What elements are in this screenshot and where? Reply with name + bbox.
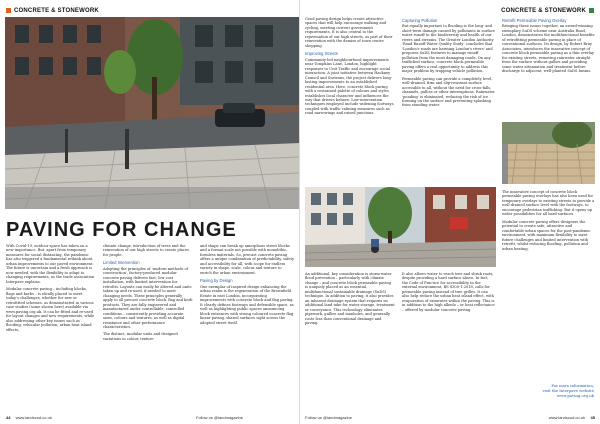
right-bottom-column-2 [402, 272, 495, 315]
section-tag: CONCRETE & STONEWORK [6, 8, 99, 14]
right-column-1 [305, 17, 395, 119]
body-paragraph: Community-led neighbourhood improvements near Tompkins Lane, London, highlight responses to Unit Traffic and encourage social interaction. A joint initiative between Hackney Council and Sustrans, the project delivers long-lasting improvements to an established residential area. Here, concrete block paving with a restrained palette of colours and styles establishes local character and influences the way that drivers behave. Low-intervention techniques employed include widening footways, coupled with traffic calming measures such as road narrowings and raised junctions. [305, 57, 395, 116]
subheading: Improving Streets [305, 51, 338, 57]
tag-square-icon [589, 8, 594, 13]
left-column-1 [6, 244, 96, 335]
paving-image [502, 122, 595, 184]
body-paragraph: But equally important to flooding is the long- and short-term damage caused by pollutants in surface water runoff to the biodiversity and health of our rivers and streams. The Greater London Authority 'Road Runoff Water Quality Study' concludes that 'London's roads are harming London's rivers' and proposes SuDS features to manage runoff pollution from the most damaging roads. On any trafficked surface, concrete block permeable paving offers a real opportunity to address this major problem by trapping vehicle pollution. [402, 24, 495, 74]
right-page [300, 0, 600, 424]
right-column-3 [502, 17, 595, 77]
subheading: Paving by Design [200, 278, 233, 284]
subheading: Limited Intervention [103, 260, 140, 266]
body-paragraph: Bringing these issues together, an award-winning exemplary SuDS scheme near Australia Road, London, demonstrates the multifunctional benefits of retrofitting permeable paving in place of conventional surfaces. Its design, by Robert Bray Associates, introduces the innovative concept of concrete block permeable paving as a thin overlay for existing streets, removing rainwater straight from the surface without gullies and providing some water attenuation and treatment before discharge to adjacent, well-planted SuDS basins. [502, 24, 595, 74]
left-column-3 [200, 244, 294, 328]
page-footer: 44 www.landscud.co.uk Follow us @landmagazine [6, 415, 243, 420]
body-paragraph: Permeable paving can provide a completely level, well-drained, firm and slip-resistant surface accessible to all, without the need for cross-falls, channels, gullies or other interruptions. Rainwater 'ponding' is eliminated, reducing the risk of ice forming on the surface and preventing splashing from standing water. [402, 76, 495, 108]
body-paragraph: Modular concrete paving offers designers the potential to create safe, attractive and comfortable urban spaces for the post-pandemic environment, with maximum flexibility to meet future challenges and limited intervention with retrofit, whilst reducing flooding, pollution and urban heating. [502, 219, 591, 251]
right-column-3-continued [502, 190, 595, 254]
more-info: For more information, visit the Interpave website www.paving.org.uk [542, 383, 594, 398]
section-tag: CONCRETE & STONEWORK [501, 8, 594, 14]
website-link[interactable]: www.paving.org.uk [556, 392, 594, 398]
hero-photo [5, 17, 300, 209]
body-paragraph: The innovative concept of concrete block permeable paving overlays has also been used for temporary overlays to existing streets to provide a well-drained surface level with the footways, to encourage pedestrian trafficking. But it opens up wider possibilities for all hard-surfaces. [502, 190, 595, 217]
body-paragraph: It also allows water to reach tree and shrub roots, despite providing a hard surface above. In fact, the Code of Practice for accessibility in the external environment, BS 8300-1:2018, calls for permeable paving instead of tree grilles. It can also help reduce the urban heat island effect, with evaporation of rainwater within the paving. This is in addition to the high albedo – or heat reflectance – offered by modular concrete paving. [402, 272, 495, 312]
right-bottom-column-1 [305, 272, 395, 329]
body-paragraph: Adopting the principles of 'modern methods of construction', factory-produced modular concrete paving delivers fast, low cost installation, with limited intervention for retrofits. Layouts can easily be altered and units taken up and re-used, if needed to meet changing needs. These principles generally apply to all precast concrete block, flag and kerb products. They are fully engineered and manufactured under controllable, controlled conditions – consistently providing accurate sizes, colours and textures, as well as digital resistance and other performance characteristics. [103, 266, 193, 329]
street-scene-image [5, 17, 300, 209]
subheading: Capturing Pollution [402, 18, 438, 23]
street-image [305, 187, 496, 267]
subheading: Retrofit Permeable Paving Overlay [502, 18, 567, 23]
body-paragraph: The distinct, modular units and designed variations in colour, texture [103, 332, 178, 341]
body-paragraph: and shape can break up amorphous street blocks and a format scale not possible with monolithic, formless materials. So, precast concrete paving offers a unique combination of predictability, safety and accessibility for all, with scope for endless variety in shape, scale, colour and texture to enrich the urban environment. [200, 244, 294, 275]
page-title: PAVING FOR CHANGE [6, 219, 237, 241]
body-paragraph: Modular concrete paving – including blocks, flags and kerbs – is ideally placed to meet today's challenges, whether for new or retrofitted schemes, as demonstrated in various case studies (some shown here) available via www.paving.org.uk. It can be fitted and re-used for layout changes and new requirements, while also addressing other key issues such as flooding, vehicular pollution, urban heat island effects, [6, 287, 95, 332]
left-column-2 [103, 244, 193, 344]
body-paragraph: An additional, key consideration is storm-water flood prevention – particularly with climate change – and concrete block permeable paving is uniquely placed as an essential, multifunctional sustainable drainage (SuDS) technique. In addition to paving, it also provides an inherent drainage system that requires no additional land take for water storage, treatment or conveyance. This technology eliminates pipework, gullies and manholes, and generally costs less than conventional drainage and paving. [305, 272, 395, 326]
body-paragraph: climate change, introduction of trees and the reinvention of our high streets to create places for people. [103, 244, 189, 257]
overlay-paving-photo [502, 122, 595, 184]
body-paragraph: Good paving design helps create attractive spaces that will help encourage walking and cycling, meeting current government requirements. It is also central to the rejuvenation of our high streets, as part of their reinvention with the demise of town centre shopping. [305, 17, 393, 48]
tag-square-icon [6, 8, 11, 13]
intro-paragraph: With Covid-19, outdoor space has taken on a new importance. But, apart from temporary measures for social distancing, the pandemic has also triggered a fundamental rethink about urban improvements to our paved environment. The future is uncertain and a fresh approach is now needed, with the flexibility to adapt to changing requirements, as the trade association Interpave explains. [6, 244, 95, 284]
body-paragraph: One exemplar of inspired design enhancing the urban realm is the regeneration of the Brownfield Estate in east London, incorporating improvements with concrete block and flag paving. It clearly defines footways and defensible space, as well as highlighting public spaces announcing block entrances with strong coloured concrete flag linear paving, shared surfaces right across the adopted street itself. [200, 284, 294, 325]
street-photo [305, 187, 496, 267]
right-column-2 [402, 17, 495, 111]
page-footer: Follow us @landmagazine www.landscud.co.uk 45 [305, 415, 595, 420]
